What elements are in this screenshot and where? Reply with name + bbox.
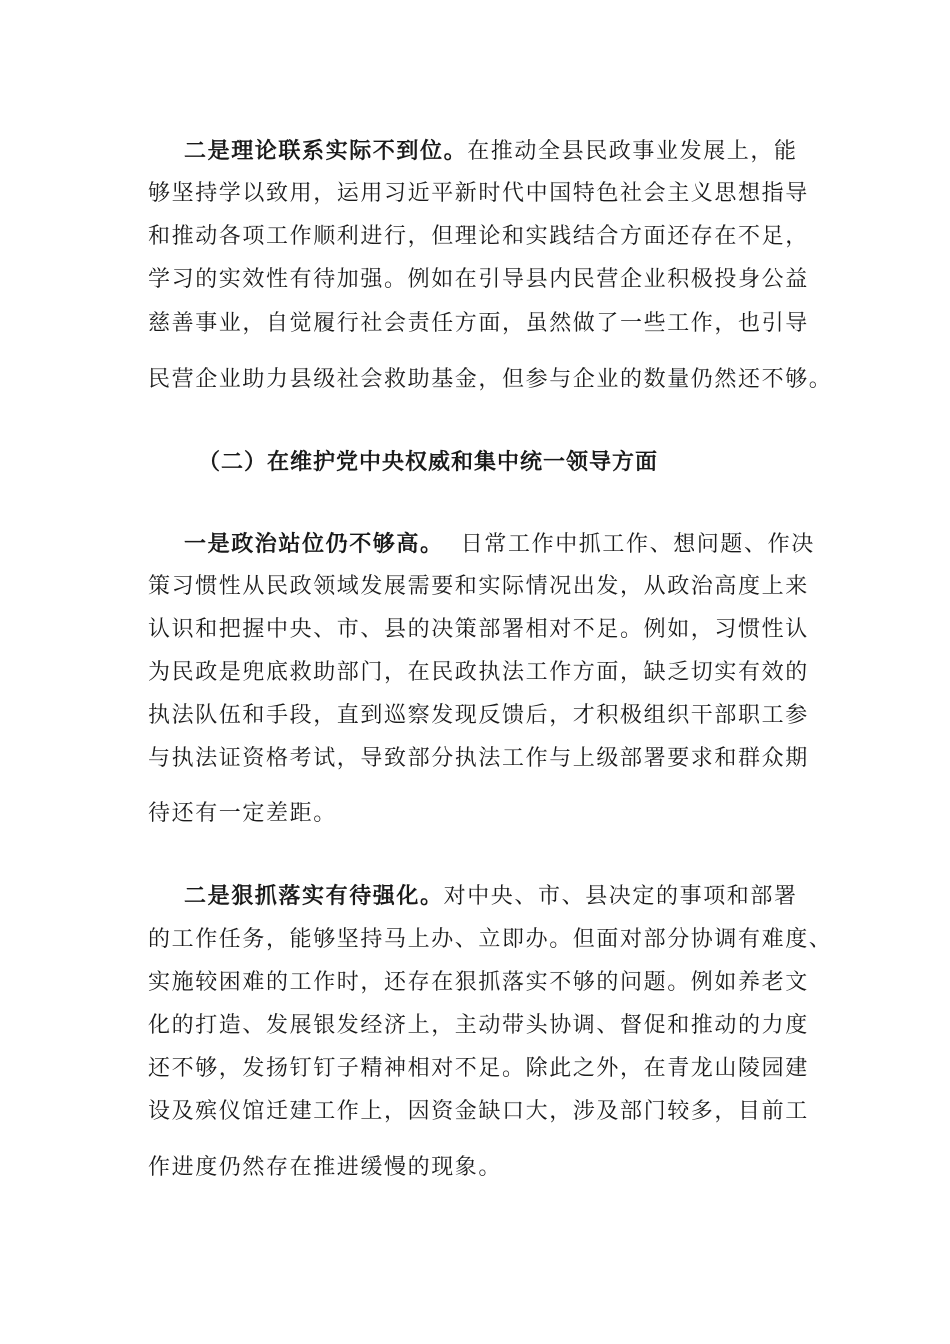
paragraph-3-line-4: 化的打造、发展银发经济上，主动带头协调、督促和推动的力度: [148, 1013, 809, 1038]
paragraph-1-lead: 二是理论联系实际不到位。: [184, 138, 468, 164]
paragraph-3-text: 对中央、市、县决定的事项和部署: [443, 884, 798, 909]
paragraph-2-line-4: 为民政是兜底救助部门，在民政执法工作方面，缺乏切实有效的: [148, 660, 809, 685]
paragraph-2-line-3: 认识和把握中央、市、县的决策部署相对不足。例如，习惯性认: [148, 617, 809, 642]
paragraph-1-line-6: 民营企业助力县级社会救助基金，但参与企业的数量仍然还不够。: [148, 367, 833, 392]
paragraph-2-line-2: 策习惯性从民政领域发展需要和实际情况出发，从政治高度上来: [148, 574, 809, 599]
paragraph-1-line-5: 慈善事业，自觉履行社会责任方面，虽然做了一些工作，也引导: [148, 311, 809, 336]
paragraph-3-line-3: 实施较困难的工作时，还存在狠抓落实不够的问题。例如养老文: [148, 970, 809, 995]
paragraph-3-line-5: 还不够，发扬钉钉子精神相对不足。除此之外，在青龙山陵园建: [148, 1056, 809, 1081]
paragraph-1-line-4: 学习的实效性有待加强。例如在引导县内民营企业积极投身公益: [148, 267, 809, 292]
paragraph-2-line-1: [184, 529, 815, 560]
paragraph-3-line-7: 作进度仍然存在推进缓慢的现象。: [148, 1155, 503, 1180]
paragraph-3-line-6: 设及殡仪馆迁建工作上，因资金缺口大，涉及部门较多，目前工: [148, 1099, 809, 1124]
paragraph-1-line-2: 够坚持学以致用，运用习近平新时代中国特色社会主义思想指导: [148, 181, 809, 206]
paragraph-2-line-6: 与执法证资格考试，导致部分执法工作与上级部署要求和群众期: [148, 746, 809, 771]
paragraph-1-line-3: 和推动各项工作顺利进行，但理论和实践结合方面还存在不足，: [148, 224, 809, 249]
paragraph-1-line-1: [184, 136, 798, 167]
paragraph-1-text: 在推动全县民政事业发展上，能: [467, 139, 798, 164]
paragraph-3-line-1: [184, 881, 798, 912]
paragraph-2-text: 日常工作中抓工作、想问题、作决: [443, 532, 815, 557]
paragraph-2-line-5: 执法队伍和手段，直到巡察发现反馈后，才积极组织干部职工参: [148, 703, 809, 728]
paragraph-2-line-7: 待还有一定差距。: [148, 801, 337, 826]
paragraph-3-lead: 二是狠抓落实有待强化。: [184, 883, 444, 909]
section-heading: （二）在维护党中央权威和集中统一领导方面: [198, 449, 659, 475]
paragraph-2-lead: 一是政治站位仍不够高。: [184, 531, 444, 557]
paragraph-3-line-2: 的工作任务，能够坚持马上办、立即办。但面对部分协调有难度、: [148, 927, 833, 952]
